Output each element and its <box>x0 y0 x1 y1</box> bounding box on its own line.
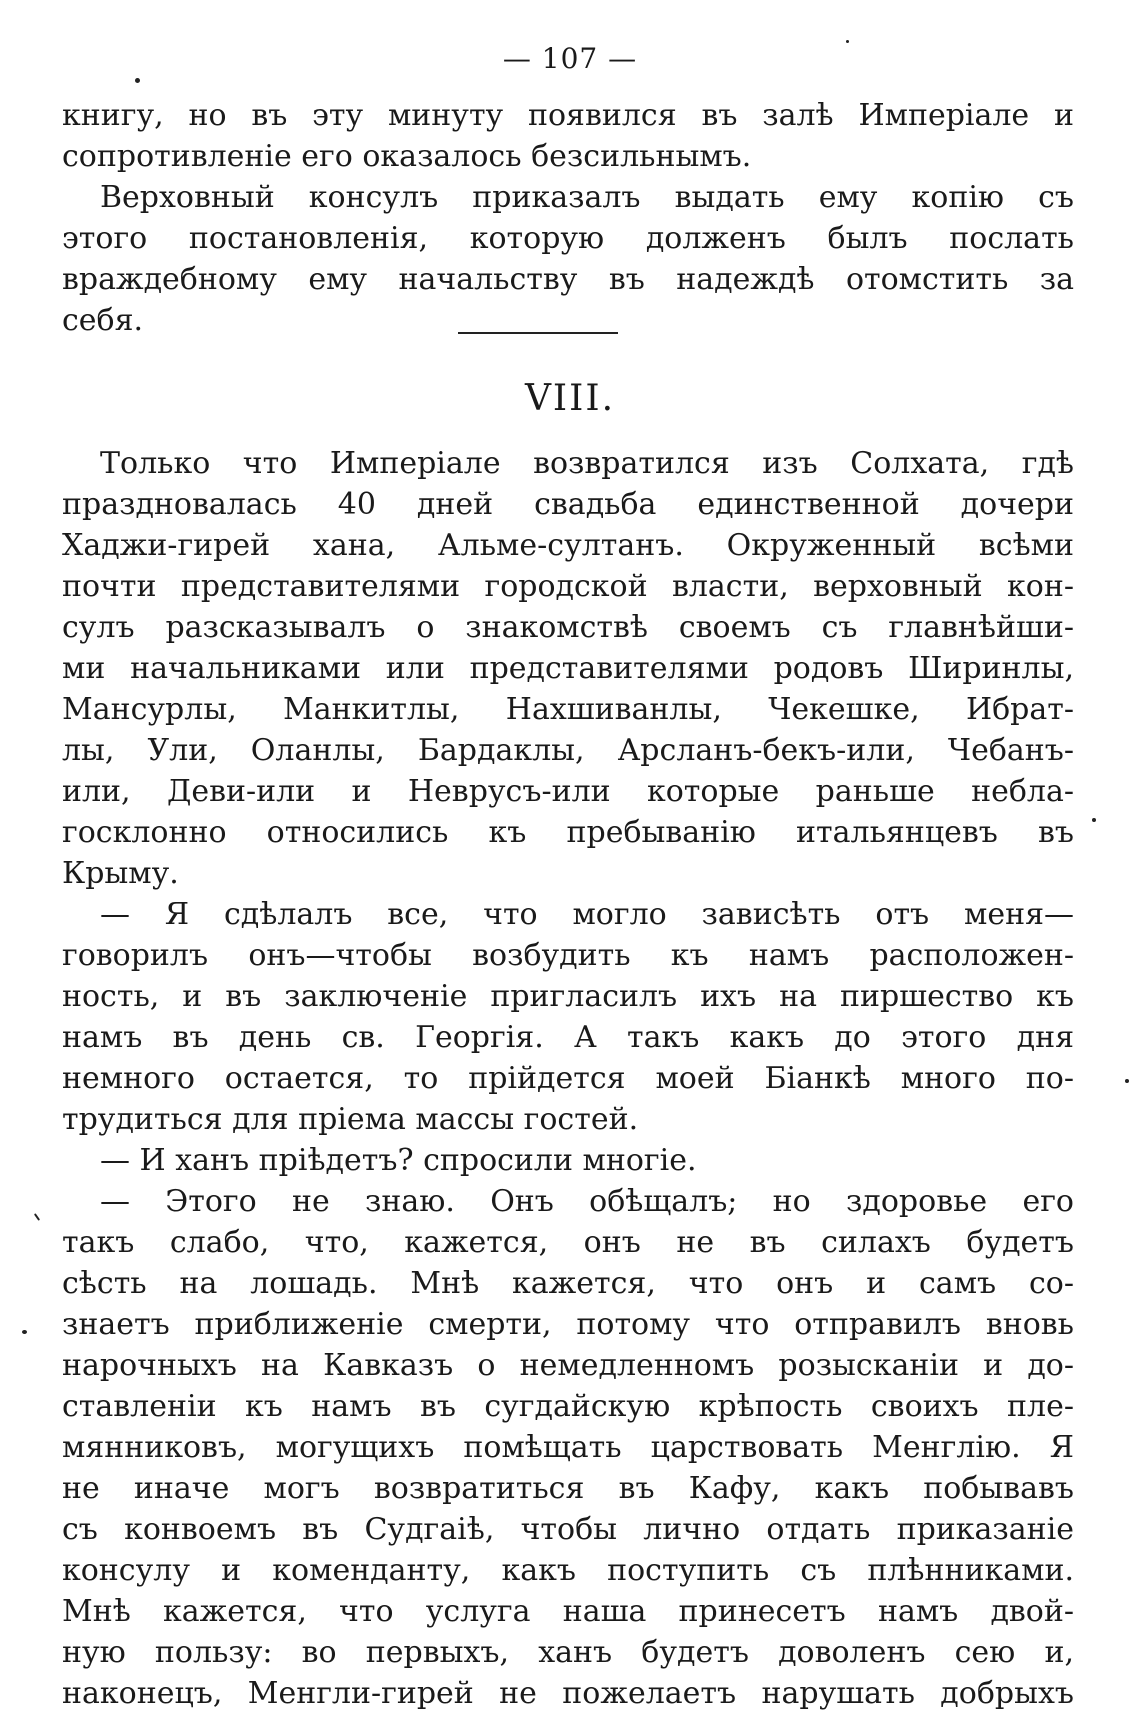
text-line: немного остается, то прійдется моей Біанкѣ много по- <box>62 1061 1074 1096</box>
section-heading: VIII. <box>524 378 616 419</box>
text-line: съ конвоемъ въ Судгаіѣ, чтобы лично отдать приказаніе <box>62 1512 1074 1547</box>
text-line: говорилъ онъ—чтобы возбудить къ намъ расположен- <box>62 938 1074 973</box>
text-line: трудиться для пріема массы гостей. <box>62 1102 639 1137</box>
text-line: наконецъ, Менгли-гирей не пожелаетъ нарушать добрыхъ <box>62 1676 1074 1711</box>
text-line: намъ въ день св. Георгія. А такъ какъ до этого дня <box>62 1020 1074 1055</box>
text-line: сѣсть на лошадь. Мнѣ кажется, что онъ и самъ со- <box>62 1266 1074 1301</box>
text-line: Только что Имперіале возвратился изъ Солхата, гдѣ <box>100 446 1074 481</box>
text-line: себя. <box>62 303 144 338</box>
text-line: — Я сдѣлалъ все, что могло зависѣть отъ меня— <box>100 897 1074 932</box>
ink-speck <box>846 40 849 43</box>
text-line: или, Деви-или и Неврусъ-или которые раньше небла- <box>62 774 1074 809</box>
text-line: праздновалась 40 дней свадьба единственной дочери <box>62 487 1074 522</box>
text-line: Мнѣ кажется, что услуга наша принесетъ намъ двой- <box>62 1594 1074 1629</box>
text-line: ми начальниками или представителями родовъ Ширинлы, <box>62 651 1074 686</box>
text-line: враждебному ему начальству въ надеждѣ отомстить за <box>62 262 1074 297</box>
text-line: этого постановленія, которую долженъ былъ послать <box>62 221 1074 256</box>
text-line: — Этого не знаю. Онъ обѣщалъ; но здоровье его <box>100 1184 1074 1219</box>
text-line: знаетъ приближеніе смерти, потому что отправилъ вновь <box>62 1307 1074 1342</box>
text-line: почти представителями городской власти, верховный кон- <box>62 569 1074 604</box>
top-paragraphs <box>62 95 1074 341</box>
text-line: госклонно относились къ пребыванію итальянцевъ въ <box>62 815 1074 850</box>
ink-speck <box>1092 818 1096 822</box>
ink-speck <box>34 1213 40 1221</box>
text-line: не иначе могъ возвратиться въ Кафу, какъ побывавъ <box>62 1471 1074 1506</box>
text-line: ставленіи къ намъ въ сугдайскую крѣпость своихъ пле- <box>62 1389 1074 1424</box>
text-line: консулу и коменданту, какъ поступить съ плѣнниками. <box>62 1553 1074 1588</box>
text-line: нарочныхъ на Кавказъ о немедленномъ розысканіи и до- <box>62 1348 1074 1383</box>
text-line: Верховный консулъ приказалъ выдать ему копію съ <box>100 180 1074 215</box>
text-line: Крыму. <box>62 856 179 891</box>
section-divider <box>458 332 618 334</box>
page-number: — 107 — <box>502 42 638 75</box>
text-line: ность, и въ заключеніе пригласилъ ихъ на пиршество къ <box>62 979 1074 1014</box>
text-line: — И ханъ пріѣдетъ? спросили многіе. <box>100 1143 697 1178</box>
ink-speck <box>135 78 140 83</box>
ink-speck <box>1125 1079 1129 1083</box>
text-line: Хаджи-гирей хана, Альме-султанъ. Окруженный всѣми <box>62 528 1074 563</box>
text-line: мянниковъ, могущихъ помѣщать царствовать Менглію. Я <box>62 1430 1074 1465</box>
text-line: ную пользу: во первыхъ, ханъ будетъ доволенъ сею и, <box>62 1635 1074 1670</box>
ink-speck <box>22 1330 27 1334</box>
text-line: сопротивленіе его оказалось безсильнымъ. <box>62 139 752 174</box>
main-paragraphs <box>62 443 1074 1714</box>
text-line: лы, Ули, Оланлы, Бардаклы, Арсланъ-бекъ-или, Чебанъ- <box>62 733 1074 768</box>
text-line: такъ слабо, что, кажется, онъ не въ силахъ будетъ <box>62 1225 1074 1260</box>
text-line: Мансурлы, Манкитлы, Нахшиванлы, Чекешке, Ибрат- <box>62 692 1074 727</box>
text-line: книгу, но въ эту минуту появился въ залѣ Имперіале и <box>62 98 1074 133</box>
text-line: сулъ разсказывалъ о знакомствѣ своемъ съ главнѣйши- <box>62 610 1074 645</box>
